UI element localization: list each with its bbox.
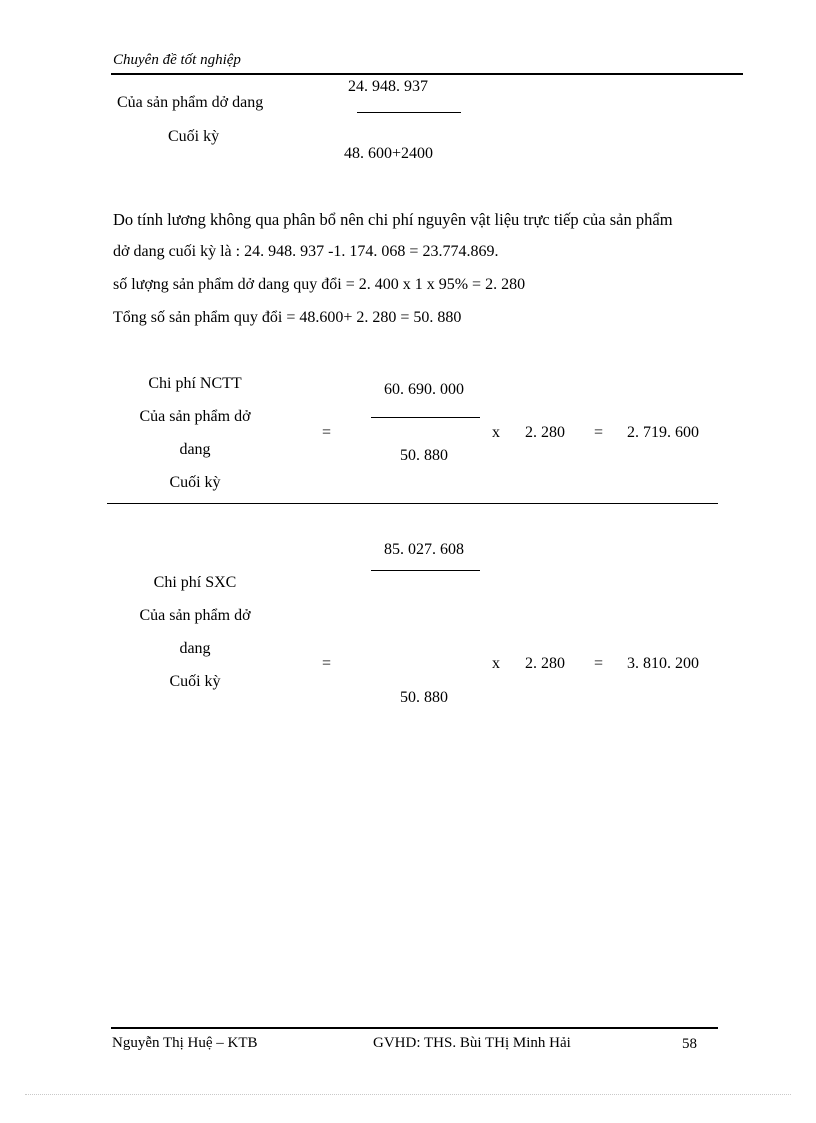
sxc-label-line2: Của sản phẩm dở: [139, 607, 251, 624]
ncct-label-line3: dang: [179, 441, 211, 458]
sxc-denominator: 50. 880: [400, 689, 448, 706]
ncct-result: 2. 719. 600: [627, 424, 699, 441]
footer-rule: [111, 1027, 718, 1029]
top-numerator: 24. 948. 937: [348, 78, 428, 95]
paragraph-3: Tổng số sản phẩm quy đổi = 48.600+ 2. 280 = 50. 880: [113, 309, 462, 326]
ncct-equals-sign-2: =: [594, 424, 604, 441]
sxc-label-line4: Cuối kỳ: [169, 673, 221, 690]
top-label-line1: Của sản phẩm dở dang: [117, 94, 264, 111]
ncct-equals-sign: =: [322, 424, 332, 441]
sxc-equals-sign: =: [322, 655, 332, 672]
ncct-label-line1: Chi phí NCTT: [148, 375, 242, 392]
sxc-multiplier: 2. 280: [525, 655, 565, 672]
header-rule: [111, 73, 743, 75]
top-label-line2: Cuối kỳ: [168, 128, 220, 145]
sxc-label-line1: Chi phí SXC: [153, 574, 237, 591]
paragraph-2: số lượng sản phẩm dở dang quy đổi = 2. 400 x 1 x 95% = 2. 280: [113, 276, 526, 293]
footer-author: Nguyễn Thị Huệ – KTB: [112, 1035, 258, 1051]
ncct-label-line2: Của sản phẩm dở: [139, 408, 251, 425]
footer-supervisor: GVHD: THS. Bùi THị Minh Hải: [373, 1035, 571, 1051]
document-header-title: Chuyên đề tốt nghiệp: [113, 52, 241, 68]
ncct-times-sign: x: [492, 424, 500, 441]
sxc-times-sign: x: [492, 655, 500, 672]
sxc-result: 3. 810. 200: [627, 655, 699, 672]
sxc-label-line3: dang: [179, 640, 211, 657]
paragraph-1-line-2: dở dang cuối kỳ là : 24. 948. 937 -1. 174. 068 = 23.774.869.: [113, 243, 499, 260]
page-bottom-dotted-edge: [25, 1094, 791, 1095]
sxc-equals-sign-2: =: [594, 655, 604, 672]
section-separator: [107, 503, 718, 504]
ncct-multiplier: 2. 280: [525, 424, 565, 441]
sxc-numerator: 85. 027. 608: [384, 541, 464, 558]
top-denominator: 48. 600+2400: [344, 145, 434, 162]
ncct-numerator: 60. 690. 000: [384, 381, 464, 398]
top-fraction-bar: [357, 112, 461, 113]
ncct-label-line4: Cuối kỳ: [169, 474, 221, 491]
ncct-fraction-bar: [371, 417, 480, 418]
ncct-denominator: 50. 880: [400, 447, 448, 464]
paragraph-1-line-1: Do tính lương không qua phân bổ nên chi phí nguyên vật liệu trực tiếp của sản phẩm: [113, 210, 673, 229]
footer-page-number: 58: [682, 1036, 697, 1052]
sxc-fraction-bar: [371, 570, 480, 571]
